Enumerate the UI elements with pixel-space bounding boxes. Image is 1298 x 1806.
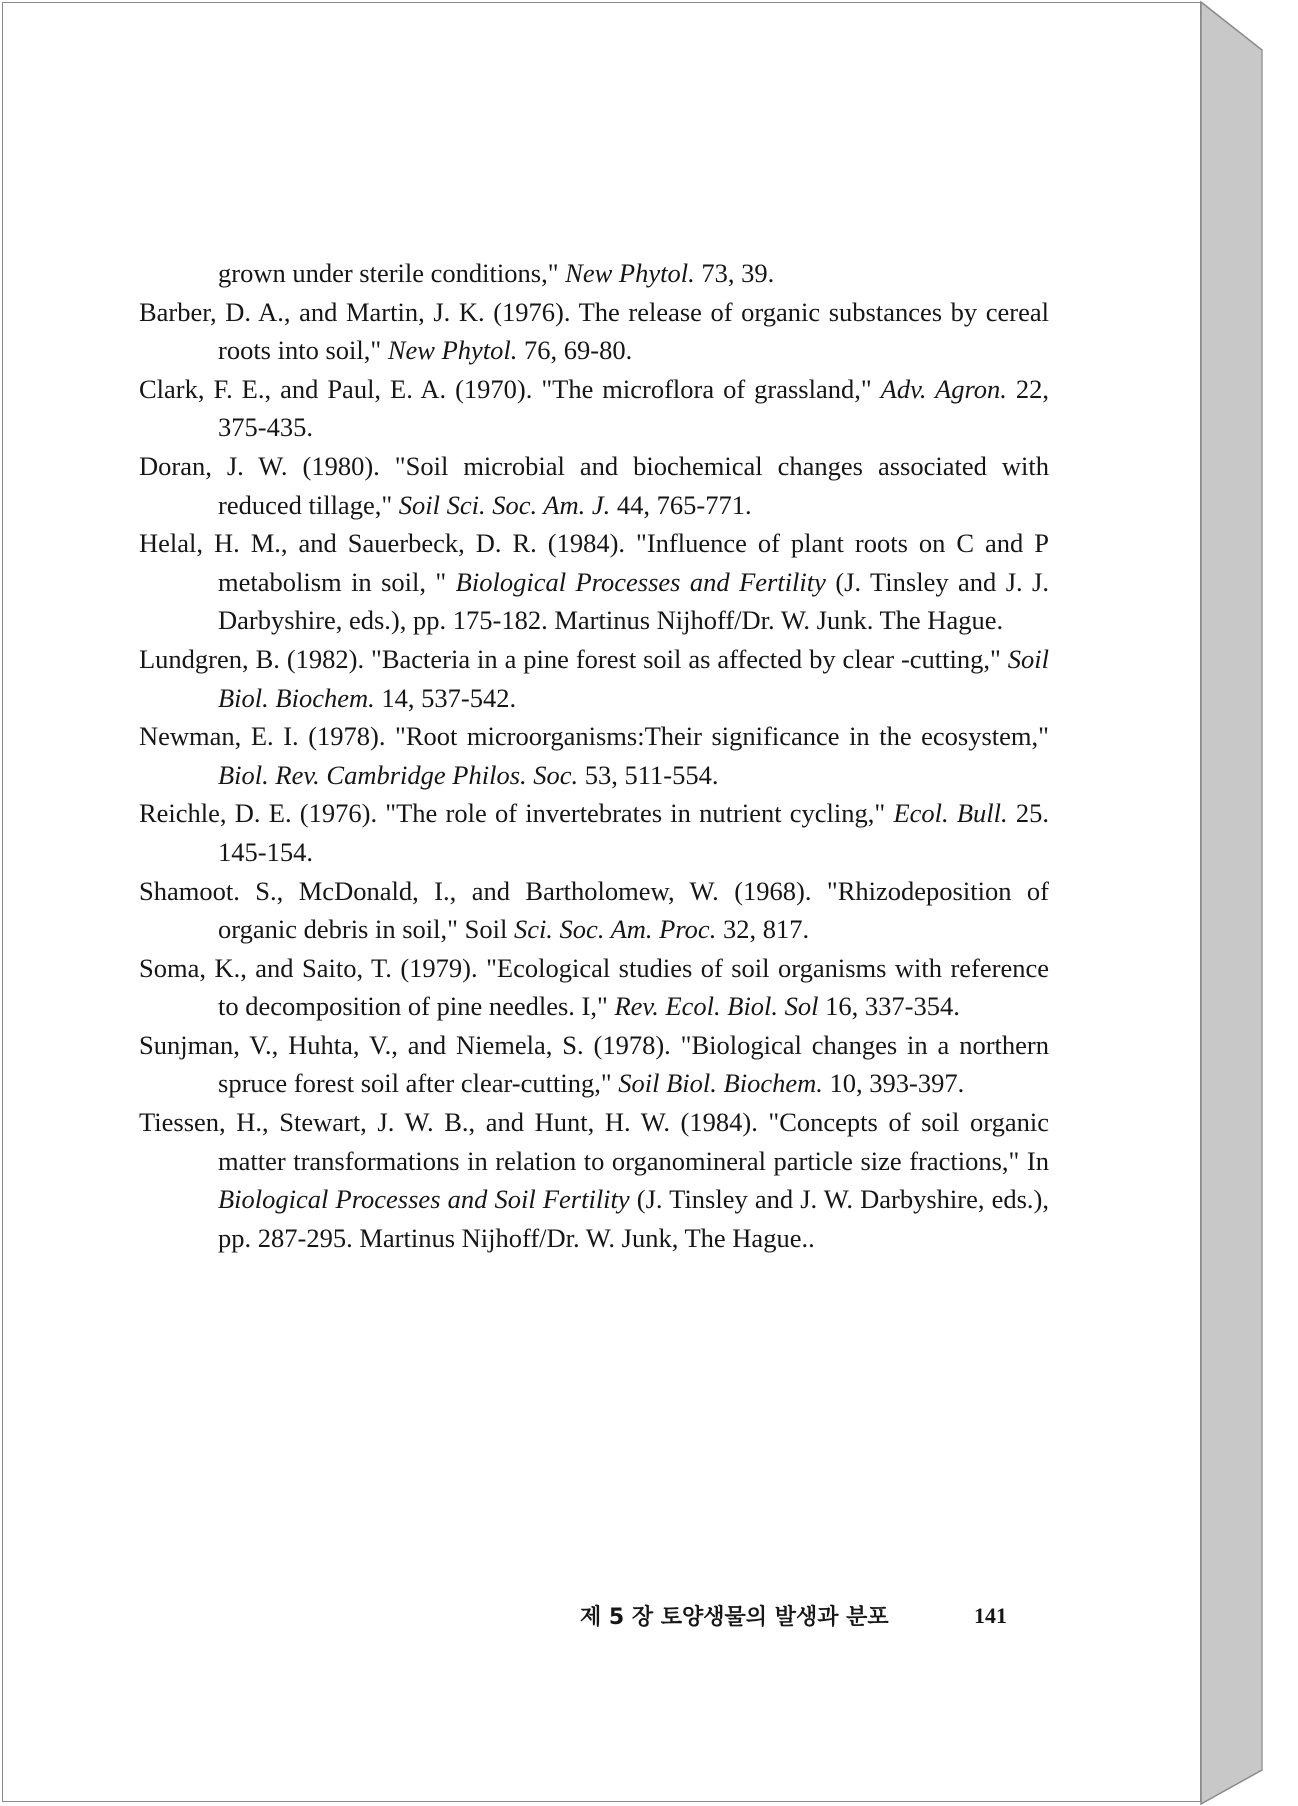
- reference-volume-pages: 10, 393-397.: [822, 1068, 965, 1099]
- journal-title: Rev. Ecol. Biol. Sol: [614, 991, 819, 1022]
- reference-entry: [139, 949, 1049, 1026]
- journal-title: Ecol. Bull.: [893, 798, 1008, 829]
- journal-title: Biol. Rev. Cambridge Philos. Soc.: [218, 759, 579, 790]
- journal-title: New Phytol.: [387, 335, 518, 366]
- reference-text: Barber, D. A., and Martin, J. K. (1976). The release of organic substances by cereal roots into soil,": [139, 296, 1049, 366]
- reference-volume-pages: (J. Tinsley and J. J. Darbyshire, eds.), pp. 175-182. Martinus Nijhoff/Dr. W. Junk. The Hague.: [218, 566, 1049, 636]
- reference-volume-pages: 25. 145-154.: [218, 798, 1050, 867]
- reference-entry: [139, 293, 1049, 370]
- reference-text: Lundgren, B. (1982). "Bacteria in a pine forest soil as affected by clear -cutting,": [139, 643, 1008, 674]
- journal-title: Soil Sci. Soc. Am. J.: [398, 489, 611, 520]
- reference-volume-pages: (J. Tinsley and J. W. Darbyshire, eds.), pp. 287-295. Martinus Nijhoff/Dr. W. Junk, The Hague..: [218, 1184, 1050, 1253]
- reference-volume-pages: 22, 375-435.: [218, 373, 1049, 443]
- reference-entry: [139, 640, 1049, 717]
- reference-entry: [139, 794, 1049, 871]
- journal-title: Soil Biol. Biochem.: [218, 643, 1049, 713]
- reference-entry-continued: [139, 254, 1049, 293]
- running-footer: [580, 1600, 1010, 1640]
- journal-title: Sci. Soc. Am. Proc.: [513, 914, 717, 945]
- reference-volume-pages: 44, 765-771.: [610, 489, 752, 520]
- reference-entry: [139, 524, 1049, 640]
- reference-volume-pages: 53, 511-554.: [578, 759, 719, 790]
- reference-text: Newman, E. I. (1978). "Root microorganisms:Their significance in the ecosystem,": [139, 721, 1049, 752]
- journal-title: Soil Biol. Biochem.: [618, 1068, 823, 1099]
- chapter-title: 제 5 장 토양생물의 발생과 분포: [580, 1605, 889, 1630]
- reference-text: Doran, J. W. (1980). "Soil microbial and biochemical changes associated with reduced tillage,": [139, 450, 1049, 520]
- journal-title: New Phytol.: [565, 258, 695, 288]
- reference-text: Clark, F. E., and Paul, E. A. (1970). "The microflora of grassland,": [139, 373, 881, 404]
- reference-list: [139, 254, 1049, 1257]
- reference-entry: [139, 1026, 1049, 1103]
- reference-entry: [139, 872, 1049, 949]
- reference-text: Reichle, D. E. (1976). "The role of invertebrates in nutrient cycling,": [139, 798, 894, 829]
- reference-entry: [139, 447, 1049, 524]
- reference-text: Helal, H. M., and Sauerbeck, D. R. (1984). "Influence of plant roots on C and P metabolism in soil, ": [139, 528, 1049, 597]
- reference-volume-pages: 14, 537-542.: [374, 682, 517, 713]
- reference-volume-pages: 73, 39.: [694, 258, 775, 288]
- journal-title: Biological Processes and Fertility: [455, 566, 826, 597]
- reference-text: Tiessen, H., Stewart, J. W. B., and Hunt, H. W. (1984). "Concepts of soil organic matter transformations in relation to organomineral particle size fractions," In: [139, 1107, 1049, 1176]
- page-number: 141: [974, 1603, 1007, 1628]
- reference-entry: [139, 370, 1049, 447]
- reference-volume-pages: 16, 337-354.: [818, 991, 960, 1022]
- reference-text: Soma, K., and Saito, T. (1979). "Ecological studies of soil organisms with reference to decomposition of pine needles. I,": [139, 952, 1049, 1022]
- journal-title: Biological Processes and Soil Fertility: [218, 1184, 630, 1215]
- reference-text: Sunjman, V., Huhta, V., and Niemela, S. (1978). "Biological changes in a northern spruce forest soil after clear-cutting,": [139, 1029, 1049, 1099]
- reference-entry: [139, 717, 1049, 794]
- journal-title: Adv. Agron.: [880, 373, 1007, 404]
- reference-text: Shamoot. S., McDonald, I., and Bartholomew, W. (1968). "Rhizodeposition of organic debris in soil," Soil: [139, 875, 1049, 945]
- reference-text: grown under sterile conditions,": [218, 258, 566, 288]
- reference-entry: [139, 1103, 1049, 1257]
- reference-volume-pages: 32, 817.: [716, 914, 810, 945]
- reference-volume-pages: 76, 69-80.: [517, 335, 633, 366]
